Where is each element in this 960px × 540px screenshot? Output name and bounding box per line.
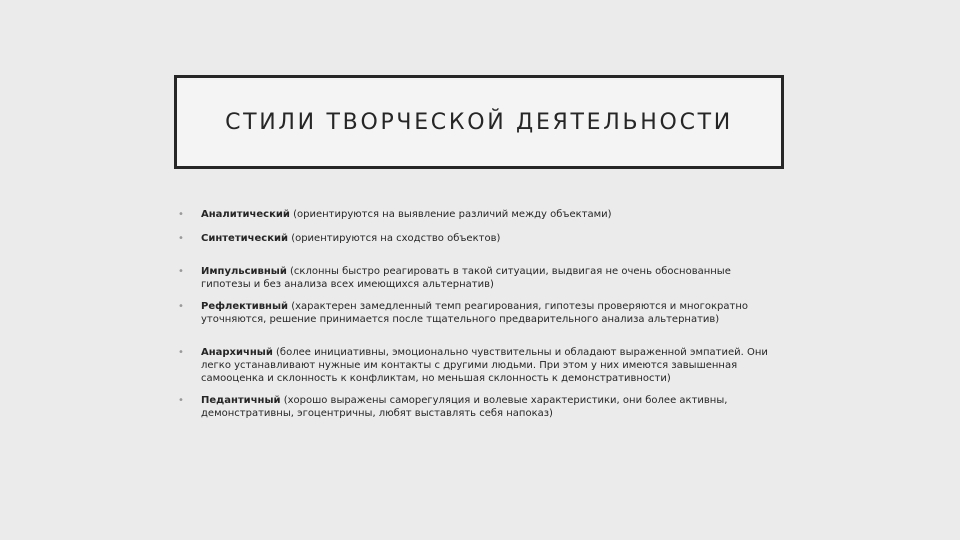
item-term: Синтетический (201, 233, 289, 244)
bullet-icon: • (178, 301, 184, 312)
bullet-icon: • (178, 266, 184, 277)
item-term: Аналитический (201, 209, 290, 220)
list-item-synthetic (178, 232, 778, 245)
list-item-anarchic (178, 346, 778, 385)
slide-title: СТИЛИ ТВОРЧЕСКОЙ ДЕЯТЕЛЬНОСТИ (225, 109, 733, 135)
item-desc: (склонны быстро реагировать в такой ситуации, выдвигая не очень обоснованные гипотезы и без анализа всех имеющихся альтернатив) (201, 266, 731, 290)
title-box (174, 75, 784, 169)
item-desc: (хорошо выражены саморегуляция и волевые характеристики, они более активны, демонстративны, эгоцентричны, любят выставлять себя напоказ) (201, 395, 728, 419)
list-item-impulsive (178, 265, 778, 291)
item-term: Педантичный (201, 395, 281, 406)
item-desc: (ориентируются на сходство объектов) (288, 233, 501, 244)
list-item-pedantic (178, 394, 778, 420)
bullet-list (178, 208, 778, 420)
bullet-icon: • (178, 209, 184, 220)
bullet-icon: • (178, 347, 184, 358)
bullet-icon: • (178, 395, 184, 406)
list-item-reflective (178, 300, 778, 326)
list-item-analytic (178, 208, 778, 221)
bullet-icon: • (178, 233, 184, 244)
item-term: Анархичный (201, 347, 273, 358)
item-desc: (характерен замедленный темп реагирования, гипотезы проверяются и многократно уточняются, решение принимается после тщательного предварительного анализа альтернатив) (201, 301, 749, 325)
item-term: Импульсивный (201, 266, 287, 277)
item-desc: (более инициативны, эмоционально чувствительны и обладают выраженной эмпатией. Они легко устанавливают нужные им контакты с другими людьми. При этом у них имеются завышенная самооценка и склонность к конфликтам, но меньшая склонность к демонстративности) (201, 347, 768, 384)
item-desc: (ориентируются на выявление различий между объектами) (289, 209, 612, 220)
item-term: Рефлективный (201, 301, 289, 312)
